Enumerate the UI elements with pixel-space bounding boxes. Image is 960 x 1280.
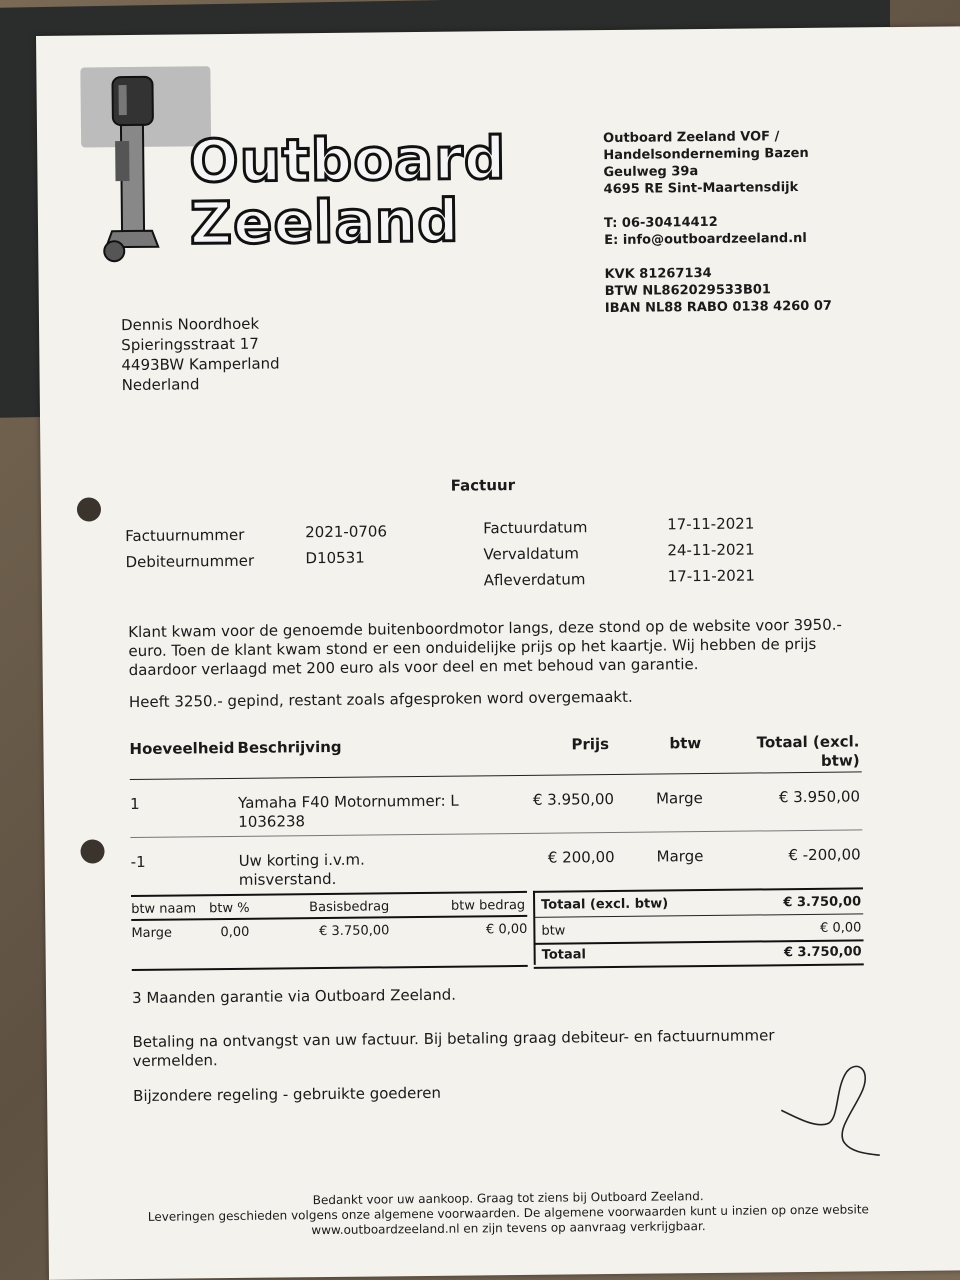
header-total-line1: Totaal (excl. — [756, 732, 860, 752]
vat-table-bottom-rule — [132, 965, 528, 971]
footer-line: Leveringen geschieden volgens onze algemene voorwaarden. De algemene voorwaarden kunt u inzien op onze website — [147, 1202, 869, 1224]
vat-table-top-rule — [131, 891, 527, 897]
note-line: daardoor verlaagd met 200 euro als voor deel en met behoud van garantie. — [128, 655, 699, 680]
vervaldatum-label: Vervaldatum — [483, 544, 579, 564]
signature — [777, 1057, 888, 1158]
header-price: Prijs — [571, 735, 610, 754]
row-price: € 3.950,00 — [532, 789, 615, 809]
debiteurnummer-value: D10531 — [305, 548, 365, 568]
header-qty: Hoeveelheid — [129, 738, 235, 759]
totals-divider — [533, 891, 536, 965]
totals-rule — [533, 913, 863, 917]
company-phone: T: 06-30414412 — [603, 214, 718, 232]
invoice-page — [36, 26, 960, 1280]
outboard-motor-icon — [90, 70, 192, 271]
row-desc — [238, 792, 459, 832]
table-header-rule — [130, 771, 862, 780]
factuurdatum-label: Factuurdatum — [483, 518, 588, 538]
vat-header-amount: btw bedrag — [450, 897, 526, 914]
company-street: Geulweg 39a — [603, 164, 699, 181]
row-btw: Marge — [656, 847, 704, 866]
note-line: euro. Toen de klant kwam stond er een onduidelijke prijs op het kaartje. Wij hebben de prijs — [128, 634, 817, 661]
logo-text-line1: Outboard — [188, 124, 507, 196]
afleverdatum-label: Afleverdatum — [483, 570, 586, 590]
company-city: 4695 RE Sint-Maartensdijk — [603, 180, 799, 198]
warranty-note: 3 Maanden garantie via Outboard Zeeland. — [131, 985, 457, 1008]
page-footer — [108, 1187, 908, 1240]
company-name: Outboard Zeeland VOF / — [603, 129, 780, 147]
company-logo — [80, 64, 507, 278]
header-total — [723, 732, 859, 771]
vat-header-base: Basisbedrag — [309, 899, 390, 916]
recipient-country: Nederland — [121, 375, 200, 395]
row-btw: Marge — [655, 789, 703, 808]
vat-base: € 3.750,00 — [319, 923, 390, 940]
totals-total-label: Totaal — [541, 947, 587, 963]
row-desc-line1: Uw korting i.v.m. — [238, 850, 365, 870]
logo-text-line2: Zeeland — [189, 186, 460, 258]
company-btw: BTW NL862029533B01 — [604, 282, 771, 300]
special-arrangement: Bijzondere regeling - gebruikte goederen — [133, 1083, 442, 1106]
note-line: Klant kwam voor de genoemde buitenboordmotor langs, deze stond op de website voor 3950.- — [128, 615, 842, 642]
footer-line: www.outboardzeeland.nl en zijn tevens op aanvraag verkrijgbaar. — [311, 1219, 706, 1238]
totals-excl-label: Totaal (excl. btw) — [541, 896, 669, 913]
row-total: € -200,00 — [788, 845, 861, 865]
factuurdatum-value: 17-11-2021 — [667, 514, 755, 534]
punch-hole — [80, 839, 104, 863]
company-iban: IBAN NL88 RABO 0138 4260 07 — [604, 298, 833, 317]
header-btw: btw — [669, 734, 702, 753]
payment-line: vermelden. — [132, 1051, 218, 1071]
recipient-address — [121, 313, 280, 395]
row-qty: 1 — [129, 794, 140, 814]
totals-top-rule — [533, 887, 863, 892]
punch-hole — [77, 497, 101, 521]
row-desc-line2: 1036238 — [238, 812, 306, 831]
row-desc-line1: Yamaha F40 Motornummer: L — [237, 791, 459, 812]
recipient-city: 4493BW Kamperland — [121, 354, 280, 375]
vat-header-pct: btw % — [209, 900, 250, 917]
payment-instructions — [132, 1025, 872, 1071]
company-kvk: KVK 81267134 — [604, 265, 712, 283]
vat-pct: 0,00 — [220, 924, 250, 941]
footer-line: Bedankt voor uw aankoop. Graag tot ziens bij Outboard Zeeland. — [312, 1189, 704, 1208]
header-desc: Beschrijving — [237, 737, 342, 757]
debiteurnummer-label: Debiteurnummer — [125, 551, 255, 572]
document-title: Factuur — [450, 476, 516, 495]
row-desc-line2: misverstand. — [238, 869, 337, 889]
totals-bottom-rule — [534, 963, 864, 968]
company-email: E: info@outboardzeeland.nl — [604, 230, 807, 249]
payment-note: Heeft 3250.- gepind, restant zoals afgesproken word overgemaakt. — [128, 687, 633, 712]
totals-btw-label: btw — [541, 923, 566, 939]
afleverdatum-value: 17-11-2021 — [667, 566, 755, 586]
note-paragraph — [128, 615, 869, 680]
factuurnummer-label: Factuurnummer — [125, 525, 245, 546]
vat-header-name: btw naam — [131, 901, 197, 918]
row-price: € 200,00 — [547, 847, 615, 867]
totals-btw-value: € 0,00 — [819, 920, 862, 936]
vat-name: Marge — [131, 925, 173, 942]
recipient-street: Spieringsstraat 17 — [121, 334, 259, 355]
vervaldatum-value: 24-11-2021 — [667, 540, 755, 560]
vat-amount: € 0,00 — [485, 921, 528, 938]
row-desc — [239, 851, 366, 890]
company-name-2: Handelsonderneming Bazen — [603, 145, 809, 164]
row-total: € 3.950,00 — [778, 787, 861, 807]
row-qty: -1 — [130, 852, 146, 872]
payment-line: Betaling na ontvangst van uw factuur. Bij betaling graag debiteur- en factuurnummer — [132, 1026, 775, 1052]
totals-excl-value: € 3.750,00 — [783, 894, 862, 911]
recipient-name: Dennis Noordhoek — [120, 314, 260, 335]
totals-total-value: € 3.750,00 — [783, 944, 862, 961]
header-total-line2: btw) — [820, 751, 860, 770]
company-info — [603, 128, 832, 317]
factuurnummer-value: 2021-0706 — [305, 522, 388, 542]
